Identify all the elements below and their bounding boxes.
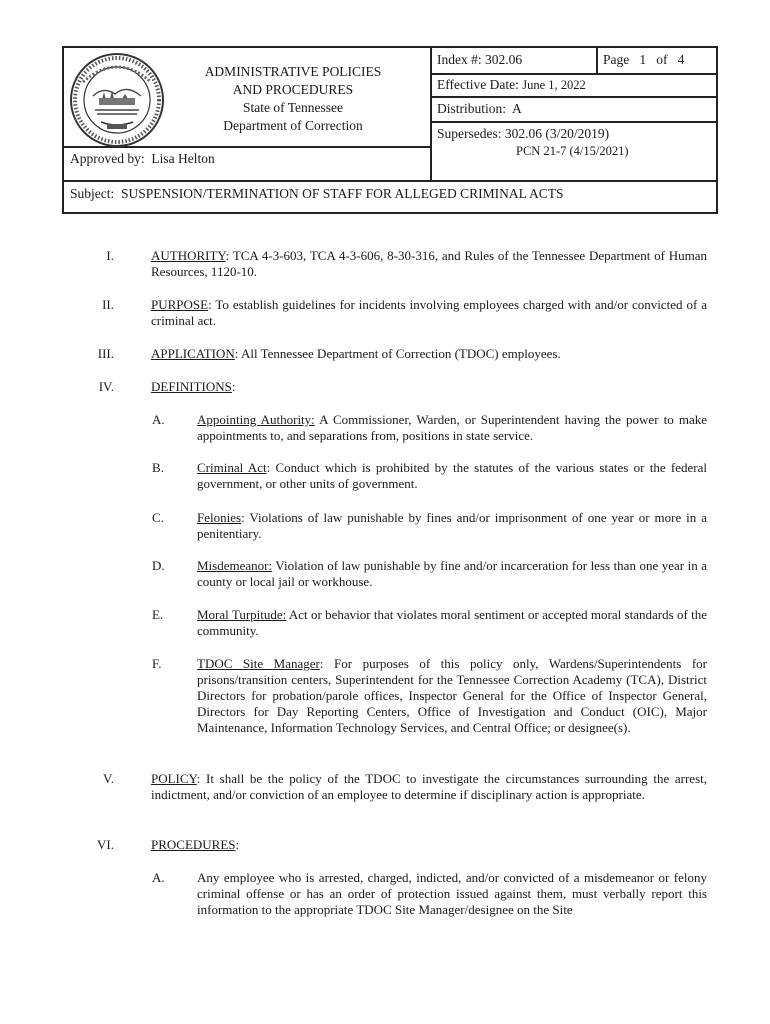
item-letter: B.: [152, 460, 164, 475]
item-text: A Commissioner, Warden, or Superintendent having the power to make appointments to, and separations from, positions in state service.: [197, 412, 707, 443]
agency-line: ADMINISTRATIVE POLICIES: [204, 64, 382, 79]
item-term: Appointing Authority:: [197, 412, 315, 427]
divider: [430, 48, 432, 181]
item-body: [197, 607, 707, 639]
item-letter: E.: [152, 607, 164, 622]
section-title: PURPOSE: [151, 297, 209, 312]
section-body: [151, 771, 707, 803]
section-title: DEFINITIONS: [151, 379, 232, 394]
item-body: [197, 510, 707, 542]
item-term: TDOC Site Manager: [197, 656, 320, 671]
distribution: [437, 101, 522, 117]
item-term: Felonies: [197, 510, 242, 525]
section-title: POLICY: [151, 771, 197, 786]
effective-date: [437, 77, 586, 93]
subject-label: Subject:: [70, 186, 115, 201]
divider: [430, 96, 718, 98]
section-number: IV.: [98, 379, 114, 394]
divider: [430, 121, 718, 123]
item-letter: C.: [152, 510, 164, 525]
agency-line: State of Tennessee: [242, 100, 344, 115]
item-letter: F.: [152, 656, 162, 671]
pcn-number: PCN 21-7 (4/15/2021): [516, 144, 629, 158]
distribution-value: A: [512, 101, 522, 116]
agency-line: Department of Correction: [223, 118, 363, 133]
section-number: III.: [97, 346, 114, 361]
item-text: : Violations of law punishable by fines and/or imprisonment of one year or more in a penitentiary.: [197, 510, 707, 541]
section-body: [151, 837, 707, 853]
item-letter: A.: [152, 870, 165, 885]
supersedes: Supersedes: 302.06 (3/20/2019): [437, 126, 610, 141]
page-total: 4: [677, 52, 685, 67]
effective-value: June 1, 2022: [522, 78, 586, 92]
header-table: [62, 46, 718, 214]
section-body: [151, 379, 707, 395]
page-indicator: [603, 52, 684, 68]
subject-text: SUSPENSION/TERMINATION OF STAFF FOR ALLEGED CRIMINAL ACTS: [121, 186, 564, 201]
subject: [70, 186, 563, 202]
page-label: Page: [603, 52, 630, 67]
section-text: :: [231, 379, 236, 394]
section-text: : TCA 4-3-603, TCA 4-3-606, 8-30-316, and Rules of the Tennessee Department of Human Resources, 1120-10.: [151, 248, 707, 279]
item-letter: D.: [152, 558, 165, 573]
approved-name: Lisa Helton: [151, 151, 215, 166]
item-text: Act or behavior that violates moral sentiment or accepted moral standards of the community.: [197, 607, 707, 638]
item-body: [197, 412, 707, 444]
page-number: 1: [639, 52, 647, 67]
index-number: Index #: 302.06: [437, 52, 523, 67]
divider: [430, 73, 718, 75]
item-text: Violation of law punishable by fine and/or incarceration for less than one year in a county or local jail or workhouse.: [197, 558, 707, 589]
item-body: [197, 558, 707, 590]
distribution-label: Distribution:: [437, 101, 507, 116]
item-term: Criminal Act: [197, 460, 267, 475]
item-letter: A.: [152, 412, 165, 427]
item-text: : For purposes of this policy only, Wardens/Superintendents for prisons/transition centers, Superintendent for the Tennessee Correction Academy (TCA), District Directors for probation/parole offices, Inspector General for the Office of Inspector General, Directors for Day Reporting Centers, Office of Investigation and Conduct (OIC), Major Maintenance, Information Technology Services, and Central Office; or designee(s).: [197, 656, 708, 735]
section-number: I.: [106, 248, 114, 263]
section-text: :: [235, 837, 240, 852]
divider: [64, 180, 718, 182]
section-title: APPLICATION: [151, 346, 235, 361]
approved-by: [70, 151, 215, 167]
effective-label: Effective Date:: [437, 77, 519, 92]
state-seal-icon: [69, 52, 165, 148]
item-term: Misdemeanor:: [197, 558, 273, 573]
section-title: AUTHORITY: [151, 248, 226, 263]
section-body: [151, 297, 707, 329]
section-body: [151, 346, 707, 362]
item-text: Any employee who is arrested, charged, indicted, and/or convicted of a misdemeanor or felony criminal offense or has an order of protection issued against them, must verbally report this information to the appropriate TDOC Site Manager/designee on the Site: [197, 870, 707, 917]
item-body: [197, 656, 707, 736]
section-body: [151, 248, 707, 280]
section-number: II.: [102, 297, 114, 312]
section-text: : All Tennessee Department of Correction (TDOC) employees.: [234, 346, 561, 361]
page-of: of: [656, 52, 668, 67]
item-text: : Conduct which is prohibited by the statutes of the various states or the federal government, or other units of government.: [197, 460, 707, 491]
section-text: : To establish guidelines for incidents involving employees charged with and/or convicted of a criminal act.: [151, 297, 707, 328]
approved-label: Approved by:: [70, 151, 145, 166]
section-text: : It shall be the policy of the TDOC to investigate the circumstances surrounding the arrest, indictment, and/or conviction of an employee to determine if disciplinary action is appropriate.: [151, 771, 707, 802]
section-number: VI.: [97, 837, 114, 852]
divider: [596, 48, 598, 74]
agency-title: [168, 63, 418, 135]
item-term: Moral Turpitude:: [197, 607, 287, 622]
item-body: [197, 460, 707, 492]
agency-line: AND PROCEDURES: [232, 82, 354, 97]
section-number: V.: [103, 771, 114, 786]
section-title: PROCEDURES: [151, 837, 236, 852]
